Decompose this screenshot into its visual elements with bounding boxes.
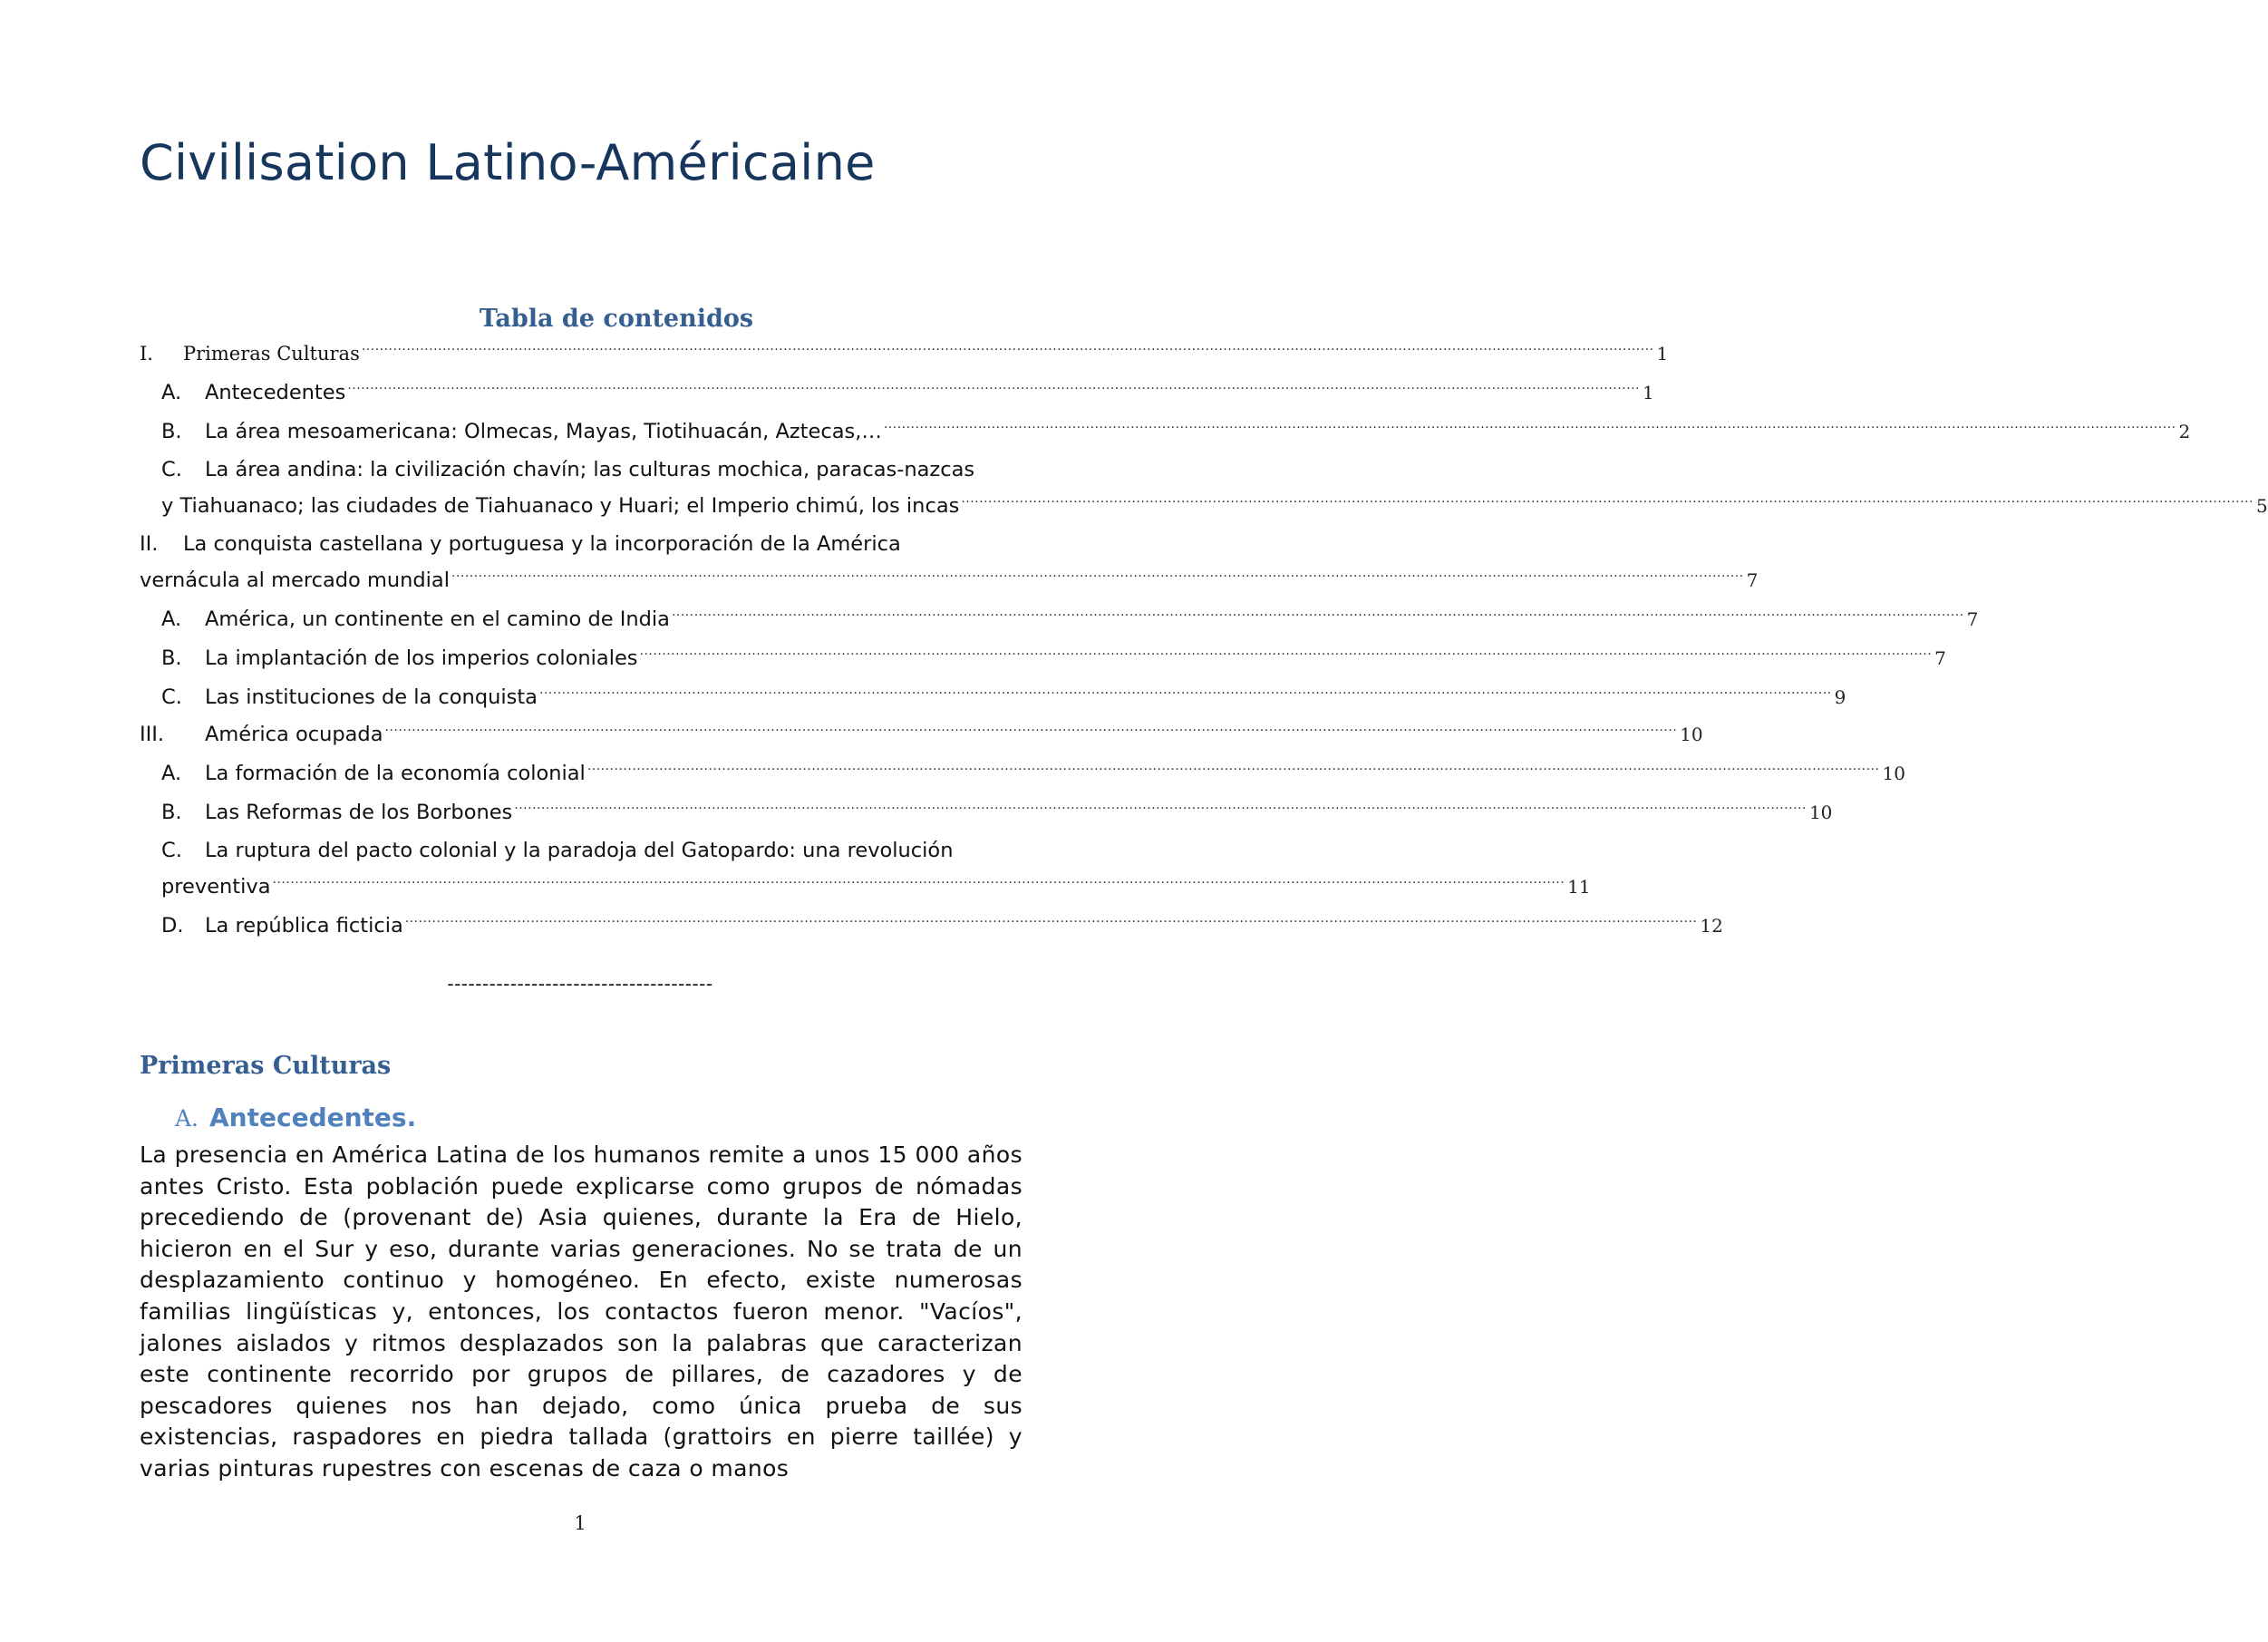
toc-entry-text: La ruptura del pacto colonial y la paradoja del Gatopardo: una revolución: [205, 839, 954, 862]
toc-leader-dots: [362, 332, 1654, 361]
toc-leader-dots: [884, 410, 2176, 439]
toc-entry-text: Las Reformas de los Borbones: [205, 801, 513, 824]
toc-entry-number: C.: [161, 839, 182, 862]
toc-entry[interactable]: [140, 788, 1833, 827]
subsection-heading: [175, 1103, 416, 1132]
subsection-title: Antecedentes.: [209, 1103, 417, 1132]
toc-leader-dots: [385, 713, 1678, 742]
toc-leader-dots: [539, 675, 1832, 704]
toc-entry[interactable]: [140, 335, 1669, 368]
toc-entry-number: A.: [161, 381, 182, 404]
table-of-contents: [140, 335, 2268, 940]
toc-entry-page: 10: [1882, 763, 1905, 784]
toc-entry-text: La área mesoamericana: Olmecas, Mayas, Tiotihuacán, Aztecas,…: [205, 420, 882, 443]
toc-entry-number: D.: [161, 914, 184, 938]
toc-entry-page: 7: [1746, 569, 1759, 591]
toc-entry[interactable]: [140, 901, 1723, 940]
toc-entry-page: 11: [1567, 876, 1591, 898]
toc-entry-number: B.: [161, 801, 182, 824]
toc-leader-dots: [672, 598, 1964, 627]
toc-entry-page: 9: [1834, 686, 1846, 708]
toc-entry-page: 12: [1700, 915, 1723, 937]
toc-entry[interactable]: [140, 712, 1703, 749]
document-title: Civilisation Latino-Américaine: [140, 134, 876, 191]
toc-entry-text: La república ficticia: [205, 914, 403, 938]
toc-entry[interactable]: [140, 634, 1946, 673]
toc-entry-page: 7: [1934, 647, 1946, 669]
toc-entry-text: La implantación de los imperios coloniales: [205, 646, 638, 670]
body-paragraph: La presencia en América Latina de los humanos remite a unos 15 000 años antes Cristo. Esta población puede explicarse como grupos de nómadas precediendo de (provenant de) Asia quienes, durante la Era de Hielo, hicieron en el Sur y eso, durante varias generaciones. No se trata de un desplazamiento continuo y homogéneo. En efecto, existe numerosas familias lingüísticas y, entonces, los contactos fueron menor. "Vacíos", jalones aislados y ritmos desplazados son la palabras que caracterizan este continente recorrido por grupos de pillares, de cazadores y de pescadores quienes nos han dejado, como única prueba de sus existencias, raspadores en piedra tallada (grattoirs en pierre taillée) y varias pinturas rupestres con escenas de caza o manos: [140, 1142, 1023, 1482]
toc-entry-text-continued: y Tiahuanaco; las ciudades de Tiahuanaco y Huari; el Imperio chimú, los incas: [161, 494, 960, 518]
toc-entry-page: 1: [1642, 382, 1654, 403]
toc-entry[interactable]: [140, 595, 1979, 634]
toc-entry-page: 2: [2178, 421, 2191, 442]
toc-leader-dots: [640, 636, 1933, 666]
toc-entry-page: 7: [1966, 608, 1979, 630]
section-separator: --------------------------------------: [447, 973, 713, 995]
toc-entry-page: 1: [1656, 343, 1669, 364]
toc-entry-number: C.: [161, 685, 182, 709]
toc-entry-text: La área andina: la civilización chavín; las culturas mochica, paracas-nazcas: [205, 458, 975, 481]
toc-heading: Tabla de contenidos: [479, 305, 754, 333]
toc-leader-dots: [347, 371, 1640, 400]
subsection-letter: A.: [175, 1105, 199, 1132]
toc-leader-dots: [451, 559, 1744, 588]
toc-entry[interactable]: [140, 836, 1591, 901]
toc-entry-page: 10: [1680, 724, 1703, 745]
toc-entry-text-continued: vernácula al mercado mundial: [140, 568, 450, 592]
page-number: 1: [574, 1512, 586, 1534]
toc-entry-page: 5: [2255, 495, 2268, 517]
toc-entry-number: B.: [161, 646, 182, 670]
toc-entry-text: La formación de la economía colonial: [205, 762, 586, 785]
toc-entry-page: 10: [1808, 802, 1833, 823]
toc-entry[interactable]: [140, 530, 1759, 595]
toc-entry-text: Las instituciones de la conquista: [205, 685, 538, 709]
toc-leader-dots: [514, 791, 1807, 820]
section-heading: Primeras Culturas: [140, 1052, 392, 1080]
toc-entry-text: Primeras Culturas: [183, 343, 360, 364]
toc-entry[interactable]: [140, 407, 2191, 446]
toc-entry[interactable]: [140, 749, 1905, 788]
toc-entry-number: C.: [161, 458, 182, 481]
toc-entry-number: I.: [140, 343, 153, 364]
toc-leader-dots: [272, 865, 1565, 894]
toc-entry-number: A.: [161, 607, 182, 631]
toc-leader-dots: [405, 904, 1698, 933]
toc-entry-text-continued: preventiva: [161, 875, 271, 899]
toc-leader-dots: [961, 484, 2253, 513]
toc-entry[interactable]: [140, 368, 1654, 407]
toc-entry[interactable]: [140, 455, 2268, 520]
toc-entry[interactable]: [140, 673, 1846, 712]
toc-entry-text: Antecedentes: [205, 381, 346, 404]
toc-entry-text: América, un continente en el camino de India: [205, 607, 670, 631]
toc-entry-text: La conquista castellana y portuguesa y la incorporación de la América: [183, 532, 901, 556]
toc-entry-number: III.: [140, 723, 165, 746]
toc-entry-text: América ocupada: [205, 723, 383, 746]
toc-leader-dots: [587, 752, 1880, 781]
toc-entry-number: II.: [140, 532, 159, 556]
toc-entry-number: A.: [161, 762, 182, 785]
toc-entry-number: B.: [161, 420, 182, 443]
